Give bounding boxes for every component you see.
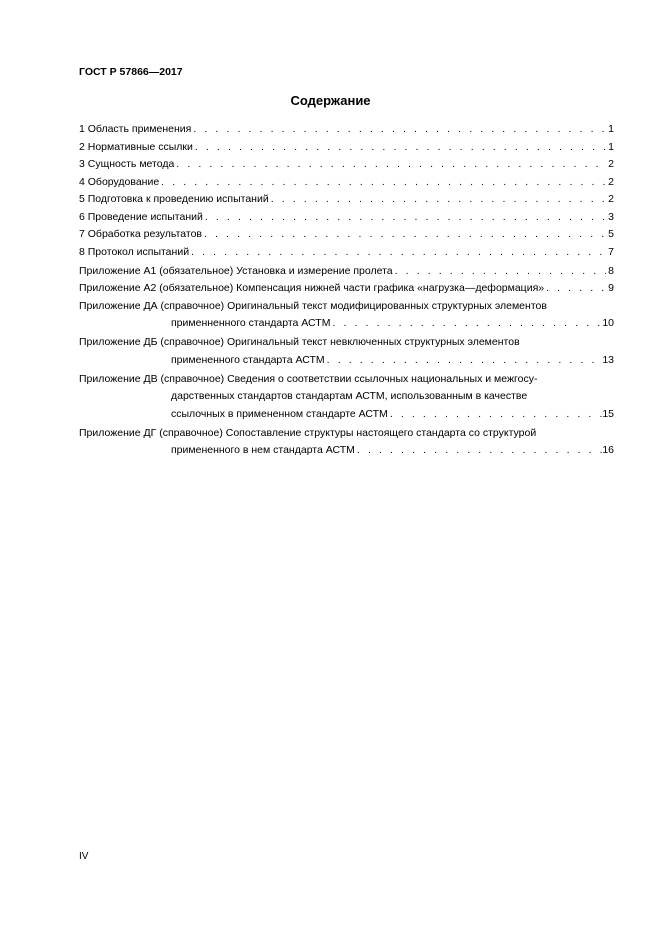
- toc-entry-page: 8: [608, 264, 614, 277]
- toc-entry-page: 3: [608, 210, 614, 223]
- toc-entry-text: 8 Протокол испытаний: [79, 245, 190, 258]
- toc-leader: [203, 209, 606, 227]
- toc-entry-text-line: применненного стандарта АСТМ: [171, 317, 331, 329]
- toc-entry-page: 10: [602, 317, 614, 329]
- toc-entry-appendix-db[interactable]: [79, 334, 614, 369]
- toc-entry-text-line: примененного стандарта АСТМ: [171, 353, 325, 366]
- toc-leader: [202, 226, 606, 244]
- toc-entry-page: 1: [608, 140, 614, 153]
- toc-entry-page: 13: [602, 353, 614, 366]
- toc-entry-text: Приложение А2 (обязательное) Компенсация нижней части графика «нагрузка—деформация»: [79, 282, 545, 294]
- toc-entry-appendix-a1[interactable]: [79, 263, 614, 281]
- toc-leader: [355, 442, 602, 460]
- toc-entry-page: 16: [602, 444, 614, 456]
- document-code: ГОСТ Р 57866—2017: [79, 66, 183, 78]
- toc-entry-references[interactable]: [79, 139, 614, 157]
- toc-entry-appendix-dg[interactable]: [79, 425, 614, 460]
- toc-entry-appendix-da[interactable]: [79, 298, 614, 333]
- toc-entry-text: 2 Нормативные ссылки: [79, 140, 193, 153]
- toc-leader: [269, 191, 606, 209]
- toc-entry-method[interactable]: [79, 156, 614, 174]
- toc-leader: [325, 352, 603, 370]
- toc-entry-text: 6 Проведение испытаний: [79, 210, 203, 223]
- toc-leader: [159, 174, 606, 192]
- toc-entry-text: Приложение А1 (обязательное) Установка и измерение пролета: [79, 264, 393, 277]
- toc-leader: [393, 263, 606, 281]
- toc-entry-appendix-a2[interactable]: [79, 280, 614, 298]
- toc-entry-text-line: примененного в нем стандарта АСТМ: [171, 444, 355, 456]
- page-number: IV: [79, 851, 89, 862]
- toc-entry-text-line: ссылочных в примененном стандарте АСТМ: [171, 407, 388, 420]
- toc-entry-appendix-dv[interactable]: [79, 371, 614, 424]
- table-of-contents: [79, 121, 614, 460]
- toc-entry-text-line: Приложение ДБ (справочное) Оригинальный текст невключенных структурных элементов: [79, 336, 520, 348]
- toc-entry-text-line: дарственных стандартов стандартам АСТМ, использованным в качестве: [171, 390, 528, 402]
- toc-entry-text: 7 Обработка результатов: [79, 228, 202, 240]
- toc-entry-text: 1 Область применения: [79, 123, 192, 135]
- toc-entry-text: 5 Подготовка к проведению испытаний: [79, 193, 269, 205]
- toc-entry-text-line: Приложение ДВ (справочное) Сведения о соответствии ссылочных национальных и межгосу-: [79, 372, 538, 385]
- toc-leader: [174, 156, 606, 174]
- toc-entry-page: 2: [608, 175, 614, 188]
- toc-title: Содержание: [290, 93, 371, 108]
- toc-leader: [544, 280, 606, 298]
- toc-leader: [330, 315, 602, 333]
- toc-entry-page: 5: [608, 228, 614, 240]
- toc-entry-text: 4 Оборудование: [79, 175, 160, 188]
- toc-leader: [193, 139, 606, 157]
- toc-leader: [189, 244, 606, 262]
- toc-entry-processing[interactable]: [79, 226, 614, 244]
- toc-entry-page: 2: [608, 158, 614, 170]
- toc-entry-page: 1: [608, 123, 614, 135]
- toc-entry-testing[interactable]: [79, 209, 614, 227]
- toc-entry-equipment[interactable]: [79, 174, 614, 192]
- toc-entry-page: 7: [608, 245, 614, 258]
- toc-entry-report[interactable]: [79, 244, 614, 262]
- toc-entry-preparation[interactable]: [79, 191, 614, 209]
- toc-entry-text-line: Приложение ДА (справочное) Оригинальный текст модифицированных структурных элементов: [79, 299, 547, 312]
- toc-entry-page: 2: [608, 193, 614, 205]
- toc-entry-page: 15: [602, 407, 614, 420]
- toc-leader: [191, 121, 606, 139]
- toc-leader: [388, 406, 603, 424]
- toc-entry-text: 3 Сущность метода: [79, 158, 175, 170]
- toc-entry-page: 9: [608, 282, 614, 294]
- toc-entry-scope[interactable]: [79, 121, 614, 139]
- toc-entry-text-line: Приложение ДГ (справочное) Сопоставление структуры настоящего стандарта со структурой: [79, 426, 537, 439]
